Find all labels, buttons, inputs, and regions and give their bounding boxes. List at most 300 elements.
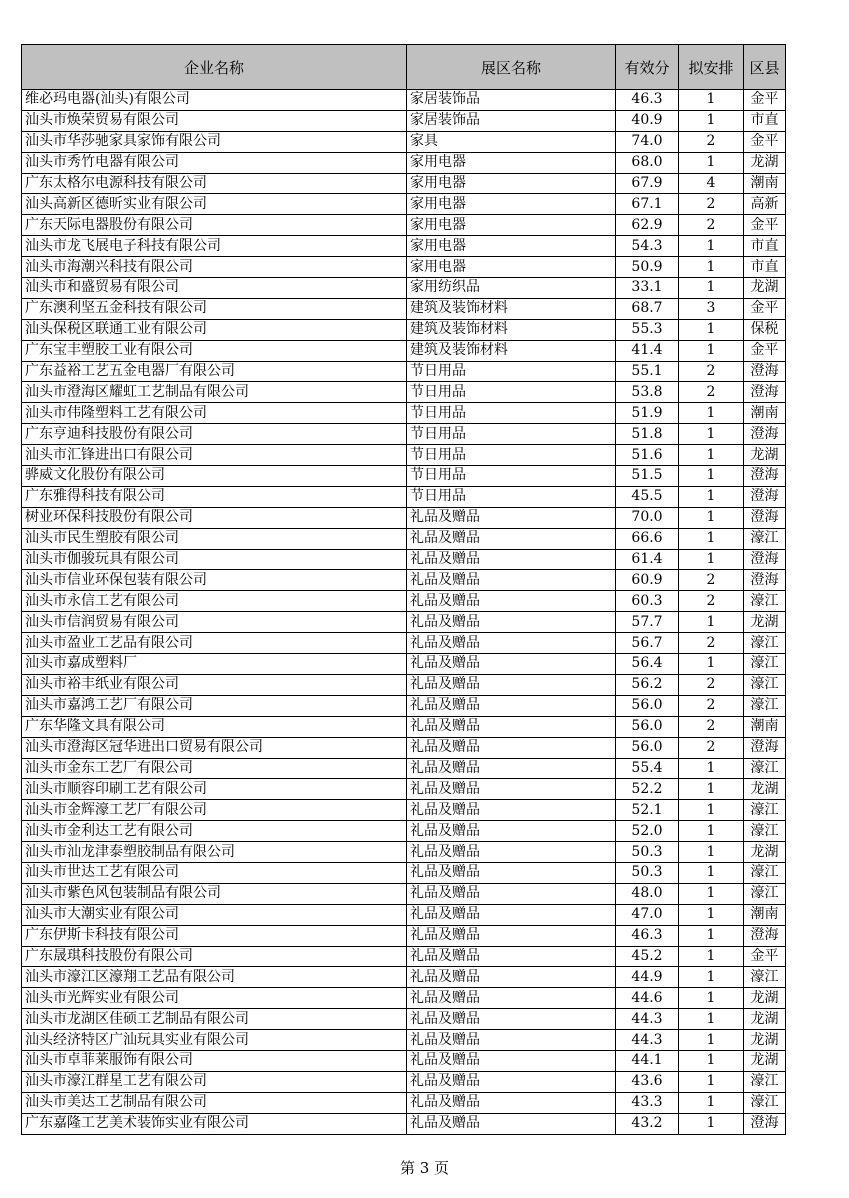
company-name-cell: 广东益裕工艺五金电器厂有限公司 (22, 361, 407, 382)
district-cell: 濠江 (744, 758, 786, 779)
district-cell: 金平 (744, 90, 786, 111)
planned-count-cell: 1 (679, 1009, 744, 1030)
score-cell: 54.3 (616, 236, 679, 257)
district-cell: 潮南 (744, 716, 786, 737)
planned-count-cell: 1 (679, 904, 744, 925)
table-row (22, 570, 786, 591)
exhibit-zone-cell: 家具 (407, 131, 616, 152)
exhibit-zone-cell: 家用电器 (407, 173, 616, 194)
company-name-cell: 广东雅得科技有限公司 (22, 486, 407, 507)
page-number: 第 3 页 (399, 1159, 450, 1177)
exhibit-zone-cell: 建筑及装饰材料 (407, 298, 616, 319)
district-cell: 金平 (744, 340, 786, 361)
company-name-cell: 汕头市盈业工艺品有限公司 (22, 633, 407, 654)
planned-count-cell: 1 (679, 257, 744, 278)
district-cell: 濠江 (744, 821, 786, 842)
score-cell: 52.1 (616, 800, 679, 821)
score-cell: 56.0 (616, 716, 679, 737)
score-cell: 41.4 (616, 340, 679, 361)
table-row (22, 988, 786, 1009)
exhibit-zone-cell: 礼品及赠品 (407, 862, 616, 883)
company-name-cell: 汕头市紫色风包装制品有限公司 (22, 883, 407, 904)
company-name-cell: 汕头市大潮实业有限公司 (22, 904, 407, 925)
table-row (22, 674, 786, 695)
district-cell: 龙湖 (744, 842, 786, 863)
district-cell: 濠江 (744, 528, 786, 549)
company-name-cell: 汕头市海潮兴科技有限公司 (22, 257, 407, 278)
score-cell: 53.8 (616, 382, 679, 403)
company-name-cell: 汕头市民生塑胶有限公司 (22, 528, 407, 549)
exhibit-zone-cell: 节日用品 (407, 361, 616, 382)
exhibit-zone-cell: 礼品及赠品 (407, 1092, 616, 1113)
score-cell: 44.3 (616, 1009, 679, 1030)
exhibit-zone-cell: 家用电器 (407, 152, 616, 173)
exhibit-zone-cell: 家用电器 (407, 236, 616, 257)
planned-count-cell: 1 (679, 946, 744, 967)
score-cell: 46.3 (616, 925, 679, 946)
planned-count-cell: 1 (679, 821, 744, 842)
score-cell: 43.2 (616, 1113, 679, 1134)
table-row (22, 507, 786, 528)
company-name-cell: 汕头市汕龙津泰塑胶制品有限公司 (22, 842, 407, 863)
exhibit-zone-cell: 节日用品 (407, 466, 616, 487)
header-company-name: 企业名称 (22, 45, 407, 90)
table-row (22, 361, 786, 382)
table-row (22, 862, 786, 883)
exhibit-zone-cell: 节日用品 (407, 403, 616, 424)
table-row (22, 883, 786, 904)
exhibit-zone-cell: 礼品及赠品 (407, 883, 616, 904)
table-row (22, 319, 786, 340)
table-row (22, 110, 786, 131)
table-row (22, 1113, 786, 1134)
score-cell: 56.7 (616, 633, 679, 654)
table-row (22, 842, 786, 863)
district-cell: 澄海 (744, 570, 786, 591)
score-cell: 67.9 (616, 173, 679, 194)
table-row (22, 612, 786, 633)
company-name-cell: 汕头市华莎驰家具家饰有限公司 (22, 131, 407, 152)
company-name-cell: 广东宝丰塑胶工业有限公司 (22, 340, 407, 361)
planned-count-cell: 1 (679, 152, 744, 173)
planned-count-cell: 1 (679, 507, 744, 528)
company-name-cell: 广东太格尔电源科技有限公司 (22, 173, 407, 194)
table-row (22, 695, 786, 716)
company-name-cell: 汕头市金辉濠工艺厂有限公司 (22, 800, 407, 821)
table-row (22, 800, 786, 821)
score-cell: 47.0 (616, 904, 679, 925)
district-cell: 龙湖 (744, 988, 786, 1009)
district-cell: 龙湖 (744, 278, 786, 299)
score-cell: 68.0 (616, 152, 679, 173)
district-cell: 金平 (744, 215, 786, 236)
district-cell: 市直 (744, 236, 786, 257)
exhibit-zone-cell: 家用电器 (407, 257, 616, 278)
exhibit-zone-cell: 礼品及赠品 (407, 800, 616, 821)
planned-count-cell: 1 (679, 1071, 744, 1092)
exhibit-zone-cell: 礼品及赠品 (407, 716, 616, 737)
district-cell: 澄海 (744, 925, 786, 946)
score-cell: 46.3 (616, 90, 679, 111)
company-name-cell: 汕头经济特区广汕玩具实业有限公司 (22, 1030, 407, 1051)
score-cell: 61.4 (616, 549, 679, 570)
table-row (22, 131, 786, 152)
table-row (22, 236, 786, 257)
exhibit-zone-cell: 建筑及装饰材料 (407, 340, 616, 361)
planned-count-cell: 2 (679, 737, 744, 758)
company-name-cell: 汕头市世达工艺有限公司 (22, 862, 407, 883)
company-name-cell: 广东澳利坚五金科技有限公司 (22, 298, 407, 319)
score-cell: 44.6 (616, 988, 679, 1009)
exhibit-zone-cell: 节日用品 (407, 382, 616, 403)
exhibit-zone-cell: 节日用品 (407, 424, 616, 445)
district-cell: 濠江 (744, 800, 786, 821)
score-cell: 70.0 (616, 507, 679, 528)
company-name-cell: 汕头市卓菲莱服饰有限公司 (22, 1050, 407, 1071)
company-name-cell: 维必玛电器(汕头)有限公司 (22, 90, 407, 111)
planned-count-cell: 1 (679, 466, 744, 487)
planned-count-cell: 1 (679, 90, 744, 111)
planned-count-cell: 1 (679, 528, 744, 549)
table-row (22, 486, 786, 507)
company-name-cell: 汕头市光辉实业有限公司 (22, 988, 407, 1009)
exhibitor-table (21, 44, 786, 1135)
company-name-cell: 汕头市秀竹电器有限公司 (22, 152, 407, 173)
company-name-cell: 汕头高新区德昕实业有限公司 (22, 194, 407, 215)
district-cell: 澄海 (744, 466, 786, 487)
planned-count-cell: 1 (679, 862, 744, 883)
district-cell: 澄海 (744, 1113, 786, 1134)
score-cell: 50.3 (616, 862, 679, 883)
district-cell: 濠江 (744, 883, 786, 904)
table-row (22, 758, 786, 779)
exhibit-zone-cell: 礼品及赠品 (407, 1071, 616, 1092)
exhibit-zone-cell: 礼品及赠品 (407, 570, 616, 591)
table-row (22, 821, 786, 842)
score-cell: 44.1 (616, 1050, 679, 1071)
district-cell: 龙湖 (744, 445, 786, 466)
planned-count-cell: 1 (679, 654, 744, 675)
district-cell: 澄海 (744, 737, 786, 758)
exhibit-zone-cell: 礼品及赠品 (407, 779, 616, 800)
planned-count-cell: 1 (679, 988, 744, 1009)
score-cell: 43.6 (616, 1071, 679, 1092)
exhibit-zone-cell: 礼品及赠品 (407, 1009, 616, 1030)
company-name-cell: 汕头市金利达工艺有限公司 (22, 821, 407, 842)
score-cell: 74.0 (616, 131, 679, 152)
district-cell: 龙湖 (744, 779, 786, 800)
exhibit-zone-cell: 礼品及赠品 (407, 842, 616, 863)
planned-count-cell: 4 (679, 173, 744, 194)
exhibit-zone-cell: 礼品及赠品 (407, 528, 616, 549)
score-cell: 60.3 (616, 591, 679, 612)
score-cell: 56.0 (616, 737, 679, 758)
planned-count-cell: 1 (679, 445, 744, 466)
planned-count-cell: 1 (679, 236, 744, 257)
exhibit-zone-cell: 礼品及赠品 (407, 946, 616, 967)
table-row (22, 737, 786, 758)
company-name-cell: 汕头市美达工艺制品有限公司 (22, 1092, 407, 1113)
district-cell: 金平 (744, 946, 786, 967)
planned-count-cell: 1 (679, 800, 744, 821)
table-row (22, 1092, 786, 1113)
table-row (22, 946, 786, 967)
table-row (22, 925, 786, 946)
score-cell: 56.4 (616, 654, 679, 675)
score-cell: 66.6 (616, 528, 679, 549)
company-name-cell: 汕头市嘉成塑料厂 (22, 654, 407, 675)
score-cell: 44.9 (616, 967, 679, 988)
district-cell: 濠江 (744, 1092, 786, 1113)
planned-count-cell: 1 (679, 925, 744, 946)
table-body (22, 90, 786, 1135)
company-name-cell: 汕头市嘉鸿工艺厂有限公司 (22, 695, 407, 716)
district-cell: 澄海 (744, 507, 786, 528)
planned-count-cell: 1 (679, 967, 744, 988)
planned-count-cell: 1 (679, 549, 744, 570)
planned-count-cell: 1 (679, 612, 744, 633)
exhibit-zone-cell: 礼品及赠品 (407, 507, 616, 528)
planned-count-cell: 1 (679, 758, 744, 779)
score-cell: 57.7 (616, 612, 679, 633)
company-name-cell: 汕头市澄海区冠华进出口贸易有限公司 (22, 737, 407, 758)
company-name-cell: 汕头市焕荣贸易有限公司 (22, 110, 407, 131)
district-cell: 龙湖 (744, 152, 786, 173)
planned-count-cell: 2 (679, 695, 744, 716)
company-name-cell: 汕头市汇锋进出口有限公司 (22, 445, 407, 466)
district-cell: 濠江 (744, 967, 786, 988)
company-name-cell: 汕头市伽骏玩具有限公司 (22, 549, 407, 570)
score-cell: 55.1 (616, 361, 679, 382)
planned-count-cell: 2 (679, 591, 744, 612)
header-planned: 拟安排 (679, 45, 744, 90)
exhibit-zone-cell: 家居装饰品 (407, 90, 616, 111)
district-cell: 高新 (744, 194, 786, 215)
table-row (22, 298, 786, 319)
company-name-cell: 汕头市和盛贸易有限公司 (22, 278, 407, 299)
table-row (22, 424, 786, 445)
company-name-cell: 汕头市濠江区濠翔工艺品有限公司 (22, 967, 407, 988)
company-name-cell: 广东华隆文具有限公司 (22, 716, 407, 737)
exhibit-zone-cell: 礼品及赠品 (407, 925, 616, 946)
score-cell: 51.6 (616, 445, 679, 466)
table-header-row (22, 45, 786, 90)
table-row (22, 716, 786, 737)
score-cell: 56.0 (616, 695, 679, 716)
score-cell: 55.4 (616, 758, 679, 779)
score-cell: 50.3 (616, 842, 679, 863)
table-row (22, 194, 786, 215)
table-row (22, 173, 786, 194)
company-name-cell: 汕头市裕丰纸业有限公司 (22, 674, 407, 695)
score-cell: 45.5 (616, 486, 679, 507)
table-row (22, 549, 786, 570)
score-cell: 55.3 (616, 319, 679, 340)
planned-count-cell: 1 (679, 1092, 744, 1113)
company-name-cell: 骅威文化股份有限公司 (22, 466, 407, 487)
score-cell: 44.3 (616, 1030, 679, 1051)
score-cell: 40.9 (616, 110, 679, 131)
company-name-cell: 广东晟琪科技股份有限公司 (22, 946, 407, 967)
company-name-cell: 广东嘉隆工艺美术装饰实业有限公司 (22, 1113, 407, 1134)
planned-count-cell: 1 (679, 779, 744, 800)
score-cell: 45.2 (616, 946, 679, 967)
score-cell: 56.2 (616, 674, 679, 695)
score-cell: 60.9 (616, 570, 679, 591)
planned-count-cell: 1 (679, 319, 744, 340)
table-row (22, 1009, 786, 1030)
exhibit-zone-cell: 礼品及赠品 (407, 612, 616, 633)
table-row (22, 967, 786, 988)
company-name-cell: 汕头市濠江群星工艺有限公司 (22, 1071, 407, 1092)
score-cell: 43.3 (616, 1092, 679, 1113)
table-row (22, 591, 786, 612)
table-row (22, 654, 786, 675)
district-cell: 濠江 (744, 633, 786, 654)
score-cell: 52.2 (616, 779, 679, 800)
district-cell: 濠江 (744, 695, 786, 716)
district-cell: 潮南 (744, 173, 786, 194)
district-cell: 澄海 (744, 361, 786, 382)
company-name-cell: 汕头市金东工艺厂有限公司 (22, 758, 407, 779)
company-name-cell: 汕头市信业环保包装有限公司 (22, 570, 407, 591)
table-row (22, 1050, 786, 1071)
company-name-cell: 汕头市龙湖区佳硕工艺制品有限公司 (22, 1009, 407, 1030)
exhibit-zone-cell: 家用电器 (407, 194, 616, 215)
exhibit-zone-cell: 礼品及赠品 (407, 1050, 616, 1071)
company-name-cell: 树业环保科技股份有限公司 (22, 507, 407, 528)
company-name-cell: 汕头市龙飞展电子科技有限公司 (22, 236, 407, 257)
table-row (22, 257, 786, 278)
district-cell: 龙湖 (744, 1030, 786, 1051)
exhibit-zone-cell: 礼品及赠品 (407, 674, 616, 695)
table-row (22, 445, 786, 466)
planned-count-cell: 2 (679, 194, 744, 215)
header-district: 区县 (744, 45, 786, 90)
company-name-cell: 汕头市信润贸易有限公司 (22, 612, 407, 633)
table-row (22, 633, 786, 654)
header-exhibit-zone: 展区名称 (407, 45, 616, 90)
table-row (22, 403, 786, 424)
exhibit-zone-cell: 礼品及赠品 (407, 633, 616, 654)
planned-count-cell: 1 (679, 340, 744, 361)
district-cell: 市直 (744, 257, 786, 278)
header-score: 有效分 (616, 45, 679, 90)
district-cell: 龙湖 (744, 1050, 786, 1071)
score-cell: 67.1 (616, 194, 679, 215)
exhibit-zone-cell: 礼品及赠品 (407, 821, 616, 842)
table-row (22, 152, 786, 173)
exhibit-zone-cell: 礼品及赠品 (407, 988, 616, 1009)
district-cell: 龙湖 (744, 612, 786, 633)
planned-count-cell: 2 (679, 633, 744, 654)
company-name-cell: 广东天际电器股份有限公司 (22, 215, 407, 236)
district-cell: 濠江 (744, 862, 786, 883)
table-row (22, 904, 786, 925)
planned-count-cell: 2 (679, 570, 744, 591)
score-cell: 62.9 (616, 215, 679, 236)
score-cell: 51.9 (616, 403, 679, 424)
table-row (22, 779, 786, 800)
table-row (22, 340, 786, 361)
district-cell: 澄海 (744, 424, 786, 445)
planned-count-cell: 1 (679, 1050, 744, 1071)
table-row (22, 466, 786, 487)
planned-count-cell: 2 (679, 674, 744, 695)
district-cell: 濠江 (744, 591, 786, 612)
company-name-cell: 汕头市伟隆塑料工艺有限公司 (22, 403, 407, 424)
district-cell: 濠江 (744, 1071, 786, 1092)
planned-count-cell: 1 (679, 1113, 744, 1134)
planned-count-cell: 1 (679, 842, 744, 863)
district-cell: 金平 (744, 298, 786, 319)
exhibit-zone-cell: 礼品及赠品 (407, 758, 616, 779)
planned-count-cell: 2 (679, 716, 744, 737)
district-cell: 澄海 (744, 486, 786, 507)
score-cell: 51.5 (616, 466, 679, 487)
exhibit-zone-cell: 礼品及赠品 (407, 549, 616, 570)
company-name-cell: 汕头市澄海区耀虹工艺制品有限公司 (22, 382, 407, 403)
district-cell: 澄海 (744, 382, 786, 403)
planned-count-cell: 1 (679, 278, 744, 299)
score-cell: 48.0 (616, 883, 679, 904)
planned-count-cell: 1 (679, 110, 744, 131)
district-cell: 濠江 (744, 674, 786, 695)
company-name-cell: 广东亨迪科技股份有限公司 (22, 424, 407, 445)
planned-count-cell: 1 (679, 486, 744, 507)
exhibit-zone-cell: 礼品及赠品 (407, 654, 616, 675)
exhibit-zone-cell: 礼品及赠品 (407, 967, 616, 988)
district-cell: 金平 (744, 131, 786, 152)
company-name-cell: 汕头保税区联通工业有限公司 (22, 319, 407, 340)
planned-count-cell: 2 (679, 131, 744, 152)
score-cell: 50.9 (616, 257, 679, 278)
district-cell: 濠江 (744, 654, 786, 675)
planned-count-cell: 2 (679, 215, 744, 236)
exhibit-zone-cell: 礼品及赠品 (407, 737, 616, 758)
exhibit-zone-cell: 礼品及赠品 (407, 1113, 616, 1134)
district-cell: 潮南 (744, 904, 786, 925)
planned-count-cell: 1 (679, 424, 744, 445)
planned-count-cell: 1 (679, 403, 744, 424)
exhibit-zone-cell: 礼品及赠品 (407, 904, 616, 925)
exhibit-zone-cell: 节日用品 (407, 486, 616, 507)
planned-count-cell: 1 (679, 883, 744, 904)
district-cell: 澄海 (744, 549, 786, 570)
company-name-cell: 广东伊斯卡科技有限公司 (22, 925, 407, 946)
exhibit-zone-cell: 家用纺织品 (407, 278, 616, 299)
district-cell: 龙湖 (744, 1009, 786, 1030)
planned-count-cell: 2 (679, 382, 744, 403)
planned-count-cell: 3 (679, 298, 744, 319)
exhibit-zone-cell: 礼品及赠品 (407, 695, 616, 716)
exhibit-zone-cell: 家居装饰品 (407, 110, 616, 131)
district-cell: 潮南 (744, 403, 786, 424)
exhibit-zone-cell: 家用电器 (407, 215, 616, 236)
table-row (22, 215, 786, 236)
table-row (22, 528, 786, 549)
district-cell: 市直 (744, 110, 786, 131)
score-cell: 52.0 (616, 821, 679, 842)
district-cell: 保税 (744, 319, 786, 340)
planned-count-cell: 1 (679, 1030, 744, 1051)
company-name-cell: 汕头市顺容印刷工艺有限公司 (22, 779, 407, 800)
score-cell: 33.1 (616, 278, 679, 299)
exhibit-zone-cell: 建筑及装饰材料 (407, 319, 616, 340)
exhibit-zone-cell: 礼品及赠品 (407, 1030, 616, 1051)
table-row (22, 278, 786, 299)
table-row (22, 382, 786, 403)
